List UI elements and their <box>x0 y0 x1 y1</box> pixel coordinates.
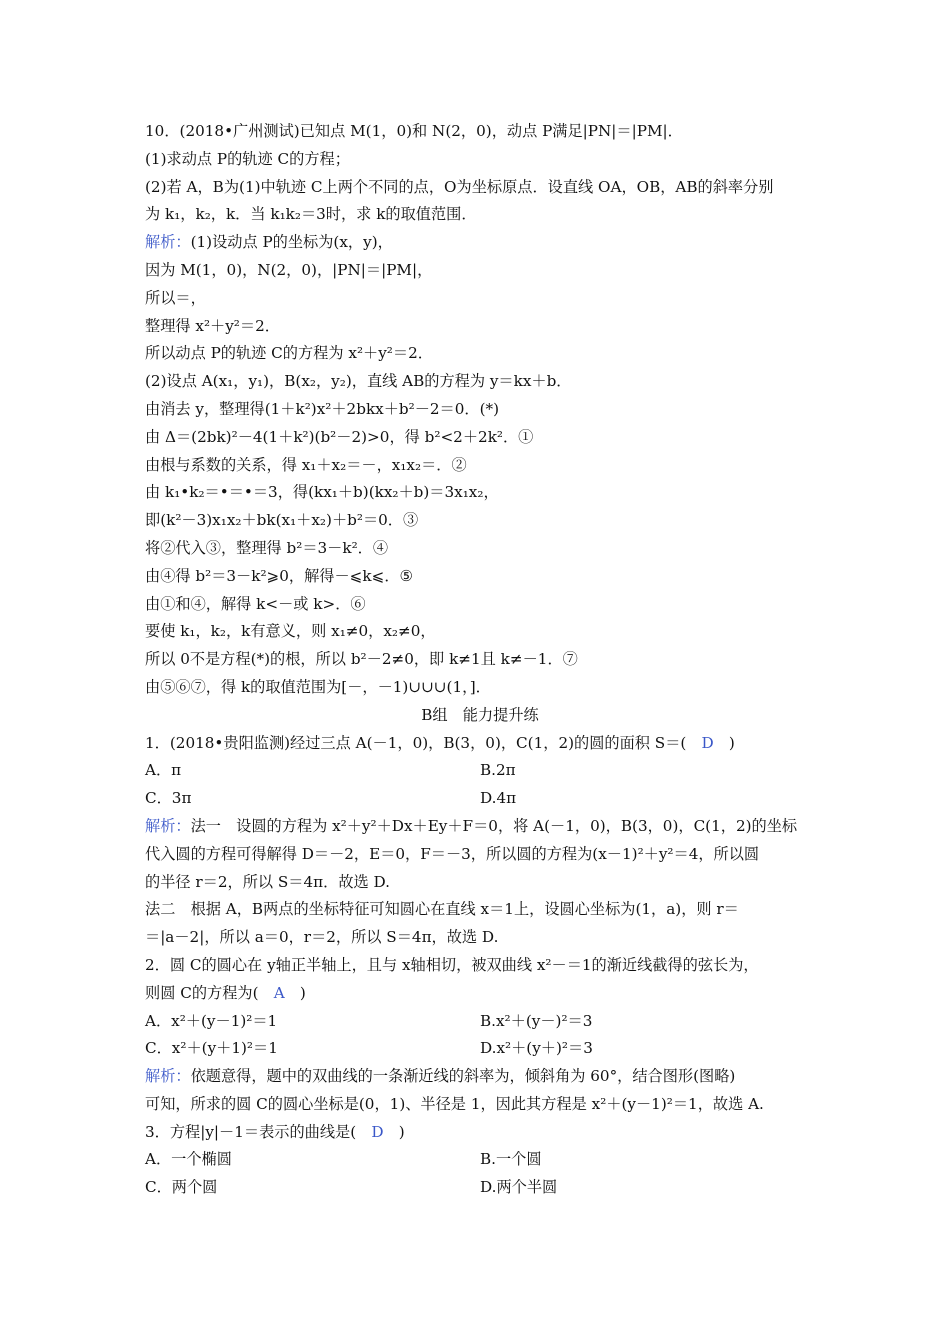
solution-line: 由 Δ＝(2bk)²－4(1＋k²)(b²－2)>0，得 b²<2＋2k²．① <box>145 427 534 446</box>
solution-line: 因为 M(1，0)，N(2，0)，|PN|＝|PM|， <box>145 260 433 279</box>
question-2-stem: 2．圆 C的圆心在 y轴正半轴上，且与 x轴相切，被双曲线 x²－＝1的渐近线截得的弦长为， <box>145 955 759 974</box>
solution-text: (1)设动点 P的坐标为(x，y)， <box>190 233 393 252</box>
solution-line: 法二 根据 A，B两点的坐标特征可知圆心在直线 x＝1上，设圆心坐标为(1，a)，则 r＝ <box>145 900 739 919</box>
solution-line: 将②代入③，整理得 b²＝3－k²．④ <box>145 538 389 557</box>
problem-10-part2: (2)若 A，B为(1)中轨迹 C上两个不同的点，O为坐标原点．设直线 OA，OB，AB的斜率分别 <box>145 177 774 196</box>
problem-10-stem: 10．(2018•广州测试)已知点 M(1，0)和 N(2，0)，动点 P满足|PN|＝|PM|． <box>145 122 683 140</box>
section-title: B组 能力提升练 <box>421 705 539 724</box>
solution-line <box>145 813 815 841</box>
solution-label: 解析： <box>145 1067 191 1086</box>
solution-line: 由①和④，解得 k<－或 k>．⑥ <box>145 594 366 613</box>
question-3-stem: 3．方程|y|－1＝表示的曲线是( D ) <box>145 1122 405 1141</box>
solution-line: 所以动点 P的轨迹 C的方程为 x²＋y²＝2． <box>145 344 433 363</box>
document-body <box>145 118 815 1202</box>
solution-label: 解析： <box>145 233 191 252</box>
option-a: A．π <box>145 761 182 780</box>
option-d: D.两个半圆 <box>480 1178 558 1197</box>
solution-line <box>145 1063 815 1091</box>
options-row <box>145 1174 815 1202</box>
answer-choice: D <box>701 733 714 752</box>
option-a: A．x²＋(y－1)²＝1 <box>145 1011 278 1030</box>
solution-line: 所以 0不是方程(*)的根，所以 b²－2≠0，即 k≠1且 k≠－1．⑦ <box>145 650 578 669</box>
answer-choice: A <box>273 983 285 1002</box>
solution-line: 的半径 r＝2，所以 S＝4π．故选 D. <box>145 872 390 891</box>
options-row <box>145 785 815 813</box>
options-row <box>145 1146 815 1174</box>
solution-text: 法一 设圆的方程为 x²＋y²＋Dx＋Ey＋F＝0，将 A(－1，0)，B(3，0)，C(1，2)的坐标 <box>190 816 798 835</box>
option-d: D.4π <box>480 789 517 808</box>
solution-line: 由④得 b²＝3－k²⩾0，解得－⩽k⩽．⑤ <box>145 566 414 585</box>
solution-line: 所以＝， <box>145 288 206 307</box>
question-1-stem: 1．(2018•贵阳监测)经过三点 A(－1，0)，B(3，0)，C(1，2)的圆的面积 S＝( D ) <box>145 733 735 752</box>
option-c: C．x²＋(y＋1)²＝1 <box>145 1039 278 1058</box>
option-d: D.x²＋(y＋)²＝3 <box>480 1039 593 1058</box>
solution-line: ＝|a－2|，所以 a＝0，r＝2，所以 S＝4π，故选 D. <box>145 928 499 947</box>
solution-line: 即(k²－3)x₁x₂＋bk(x₁＋x₂)＋b²＝0．③ <box>145 511 419 530</box>
solution-text: 依题意得，题中的双曲线的一条渐近线的斜率为，倾斜角为 60°，结合图形(图略) <box>190 1067 736 1086</box>
option-b: B.x²＋(y－)²＝3 <box>480 1011 593 1030</box>
answer-choice: D <box>371 1122 384 1141</box>
solution-line: 由消去 y，整理得(1＋k²)x²＋2bkx＋b²－2＝0．(*) <box>145 399 500 418</box>
solution-line: 代入圆的方程可得解得 D＝－2，E＝0，F＝－3，所以圆的方程为(x－1)²＋y²＝4，所以圆 <box>145 844 760 863</box>
solution-line: 可知，所求的圆 C的圆心坐标是(0，1)、半径是 1，因此其方程是 x²＋(y－1)²＝1，故选 A. <box>145 1094 764 1113</box>
option-b: B.一个圆 <box>480 1150 542 1169</box>
options-row <box>145 1035 815 1063</box>
solution-label: 解析： <box>145 816 191 835</box>
problem-10-part1: (1)求动点 P的轨迹 C的方程； <box>145 149 350 168</box>
problem-10-part2-cont: 为 k₁，k₂，k．当 k₁k₂＝3时，求 k的取值范围． <box>145 205 477 224</box>
solution-line <box>145 229 815 257</box>
solution-line: 要使 k₁，k₂，k有意义，则 x₁≠0，x₂≠0， <box>145 622 436 641</box>
option-a: A．一个椭圆 <box>145 1150 232 1169</box>
options-row <box>145 757 815 785</box>
question-2-stem-cont: 则圆 C的方程为( A ) <box>145 983 306 1002</box>
solution-line: 由根与系数的关系，得 x₁＋x₂＝－，x₁x₂＝．② <box>145 455 467 474</box>
solution-line: 由⑤⑥⑦，得 k的取值范围为[－，－1)∪∪∪(1，]． <box>145 677 491 696</box>
option-c: C．3π <box>145 789 192 808</box>
solution-line: 由 k₁•k₂＝•＝•＝3，得(kx₁＋b)(kx₂＋b)＝3x₁x₂， <box>145 483 499 502</box>
option-b: B.2π <box>480 761 516 780</box>
options-row <box>145 1008 815 1036</box>
solution-line: 整理得 x²＋y²＝2． <box>145 316 280 335</box>
solution-line: (2)设点 A(x₁，y₁)，B(x₂，y₂)，直线 AB的方程为 y＝kx＋b． <box>145 372 572 391</box>
option-c: C．两个圆 <box>145 1178 218 1197</box>
